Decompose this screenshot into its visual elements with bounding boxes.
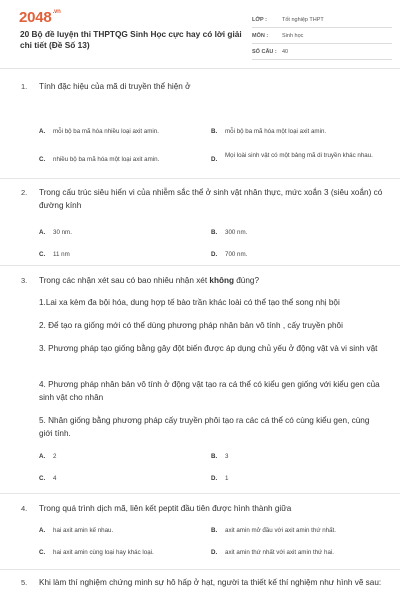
statement-5: 5. Nhân giống bằng phương pháp cấy truyền phôi tạo ra các cá thể có cùng kiểu gen, cùng giới tính.	[39, 416, 370, 438]
option-letter: C.	[39, 156, 46, 163]
option-letter: A.	[39, 128, 46, 135]
question-divider	[0, 265, 400, 266]
question-text: Trong cấu trúc siêu hiển vi của nhiễm sắc thể ở sinh vật nhân thực, mức xoắn 3 (siêu xoắn) có đường kính	[39, 188, 383, 210]
question-text: Tính đặc hiệu của mã di truyền thể hiện ở	[39, 82, 191, 91]
question-divider	[0, 178, 400, 179]
question-number: 3.	[21, 276, 28, 285]
question-number: 4.	[21, 504, 28, 513]
question-text-emphasis: không	[209, 276, 234, 285]
meta-value: Sinh học	[282, 32, 304, 39]
option-text: 3	[225, 453, 229, 460]
option-text: 300 nm.	[225, 229, 248, 236]
header-divider	[0, 68, 400, 69]
option-letter: B.	[211, 128, 218, 135]
site-logo[interactable]	[19, 9, 61, 26]
option-text: mỗi bộ ba mã hóa một loại axit amin.	[225, 128, 327, 135]
meta-label: SỐ CÂU :	[252, 48, 277, 55]
meta-value: 40	[282, 48, 289, 55]
option-letter: A.	[39, 453, 46, 460]
option-letter: C.	[39, 549, 46, 556]
logo-text: 2048	[19, 9, 52, 26]
option-letter: D.	[211, 251, 218, 258]
question-text: Trong quá trình dịch mã, liên kết peptit đầu tiên được hình thành giữa	[39, 504, 292, 513]
logo-tld: .vn	[52, 9, 61, 15]
statement-2: 2. Để tạo ra giống mới có thể dùng phương pháp nhân bản vô tính , cấy truyền phôi	[39, 321, 343, 330]
option-letter: B.	[211, 229, 218, 236]
meta-table	[252, 12, 392, 60]
option-text: Mọi loài sinh vật có một bảng mã di truyền khác nhau.	[225, 152, 373, 159]
question-number: 2.	[21, 188, 28, 197]
option-text: axit amin thứ nhất với axit amin thứ hai.	[225, 549, 334, 556]
question-divider	[0, 569, 400, 570]
meta-label: MÔN :	[252, 32, 269, 39]
option-text: hai axit amin cùng loại hay khác loại.	[53, 549, 154, 556]
question-text: Khi làm thí nghiệm chứng minh sự hô hấp ở hạt, người ta thiết kế thí nghiệm như hình vẽ sau:	[39, 578, 382, 587]
option-text: 700 nm.	[225, 251, 248, 258]
option-text: 4	[53, 475, 57, 482]
option-text: mỗi bộ ba mã hóa nhiều loại axit amin.	[53, 128, 159, 135]
question-text-part: Trong các nhận xét sau có bao nhiêu nhận xét	[39, 276, 210, 285]
option-text: 2	[53, 453, 57, 460]
option-letter: C.	[39, 251, 46, 258]
question-text-part: đúng?	[233, 276, 259, 285]
question-number: 5.	[21, 578, 28, 587]
meta-row-class	[252, 12, 392, 28]
option-text: axit amin mở đầu với axit amin thứ nhất.	[225, 527, 336, 534]
statement-4: 4. Phương pháp nhân bản vô tính ở động vật tạo ra cá thể có kiểu gen giống với kiểu gen của sinh vật cho nhân	[39, 380, 380, 402]
page-header	[0, 0, 400, 68]
meta-row-count	[252, 44, 392, 60]
option-letter: A.	[39, 527, 46, 534]
option-letter: D.	[211, 475, 218, 482]
question-divider	[0, 493, 400, 494]
option-text: 30 nm.	[53, 229, 72, 236]
option-letter: D.	[211, 549, 218, 556]
option-letter: C.	[39, 475, 46, 482]
option-letter: B.	[211, 453, 218, 460]
option-letter: A.	[39, 229, 46, 236]
option-text: 1	[225, 475, 229, 482]
option-letter: D.	[211, 156, 218, 163]
option-text: hai axit amin kế nhau.	[53, 527, 114, 534]
meta-label: LỚP :	[252, 16, 267, 23]
option-text: nhiều bộ ba mã hóa một loại axit amin.	[53, 156, 160, 163]
statement-1: 1.Lai xa kèm đa bội hóa, dung hợp tế bào trần khác loài có thể tạo thể song nhị bội	[39, 298, 340, 307]
question-number: 1.	[21, 82, 28, 91]
question-text	[39, 274, 384, 287]
option-text: 11 nm	[53, 251, 70, 258]
meta-value: Tốt nghiệp THPT	[282, 16, 324, 23]
meta-row-subject	[252, 28, 392, 44]
statement-3: 3. Phương pháp tạo giống bằng gây đột biến được áp dụng chủ yếu ở động vật và vi sinh vật	[39, 344, 378, 353]
page-title: 20 Bộ đề luyện thi THPTQG Sinh Học cực hay có lời giải chi tiết (Đề Số 13)	[20, 29, 242, 50]
option-letter: B.	[211, 527, 218, 534]
